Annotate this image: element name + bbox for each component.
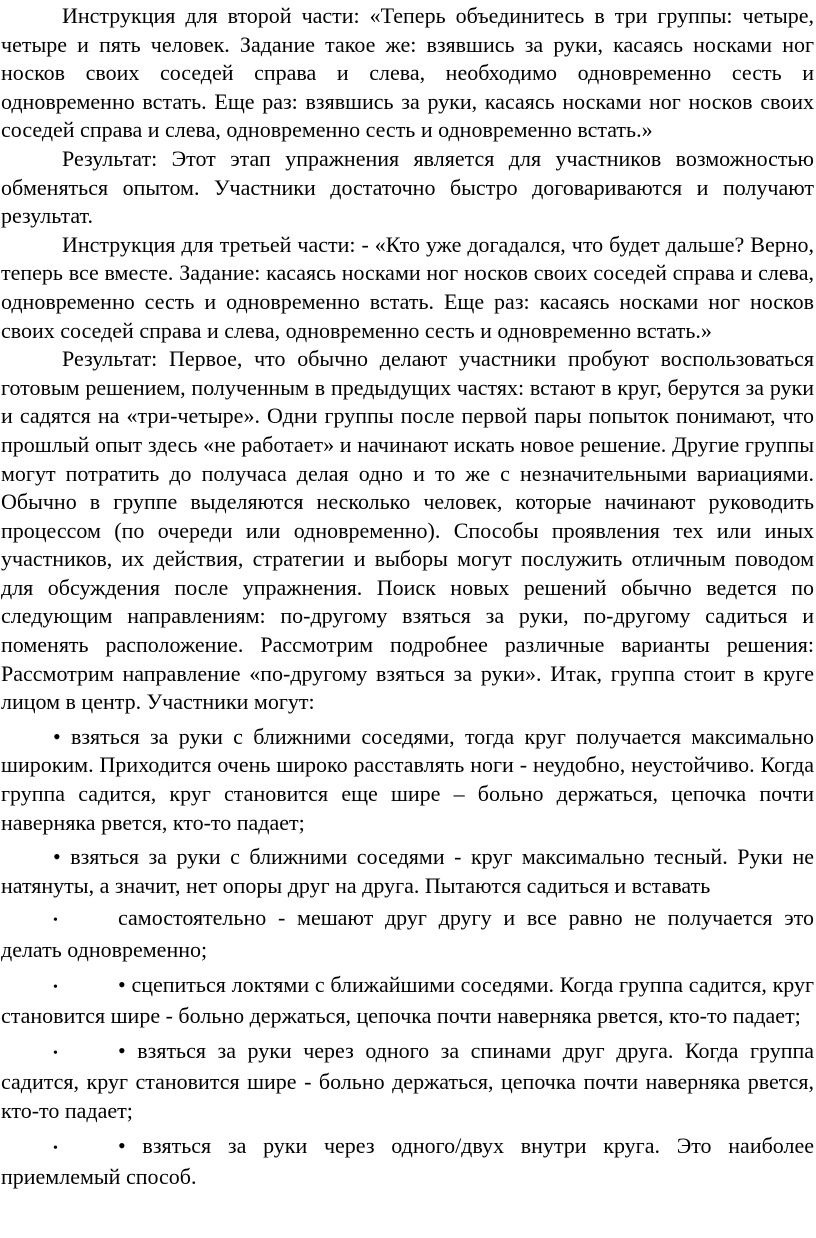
list-item-inside-circle [1,1132,814,1192]
bullet-icon: • [53,1140,58,1156]
bullet-icon: • [53,1045,58,1061]
paragraph-instruction-part-2: Инструкция для второй части: «Теперь объединитесь в три группы: четыре, четыре и пять человек. Задание такое же: взявшись за руки, касаясь носками ног носков своих соседей справа и слева, необходимо одновременно сесть и одновременно встать. Еще раз: взявшись за руки, касаясь носками ног носков своих соседей справа и слева, одновременно сесть и одновременно встать.» [1,3,814,143]
list-item-text: • взяться за руки через одного за спинами друг друга. Когда группа садится, круг становится шире - больно держаться, цепочка почти наверняка рвется, кто-то падает; [1,1037,814,1123]
paragraph-result-part-3: Результат: Первое, что обычно делают участники пробуют воспользоваться готовым решением, полученным в предыдущих частях: встают в круг, берутся за руки и садятся на «три-четыре». Одни группы после первой пары попыток понимают, что прошлый опыт здесь «не работает» и начинают искать новое решение. Другие группы могут потратить до получаса делая одно и то же с незначительными вариациями. Обычно в группе выделяются несколько человек, которые начинают руководить процессом (по очереди или одновременно). Способы проявления тех или иных участников, их действия, стратегии и выборы могут послужить отличным поводом для обсуждения после упражнения. Поиск новых решений обычно ведется по следующим направлениям: по-другому взяться за руки, по-другому садиться и поменять расположение. Рассмотрим подробнее различные варианты решения: Рассмотрим направление «по-другому взяться за руки». Итак, группа стоит в круге лицом в центр. Участники могут: [1,346,814,715]
list-item-near-neighbors-tight [1,843,814,900]
list-item-text: самостоятельно - мешают друг другу и все равно не получается это делать одновременно; [1,905,814,962]
list-item-near-neighbors-wide [1,723,814,837]
list-item-elbows [1,971,814,1031]
paragraph-instruction-part-3: Инструкция для третьей части: - «Кто уже догадался, что будет дальше? Верно, теперь все вместе. Задание: касаясь носками ног носков своих соседей справа и слева, одновременно сесть и одновременно встать. Еще раз: касаясь носками ног носков своих соседей справа и слева, одновременно сесть и одновременно встать.» [1,231,814,343]
bullet-icon: • [53,979,58,995]
list-item-behind-backs [1,1037,814,1126]
bullet-icon: • [53,913,58,929]
list-item-text: • взяться за руки с ближними соседями, тогда круг получается максимально широким. Приходится очень широко расставлять ноги - неудобно, неустойчиво. Когда группа садится, круг становится еще шире – больно держаться, цепочка почти наверняка рвется, кто-то падает; [1,723,814,835]
list-item-text: • сцепиться локтями с ближайшими соседями. Когда группа садится, круг становится шире - больно держаться, цепочка почти наверняка рвется, кто-то падает; [1,971,814,1029]
paragraph-result-part-2: Результат: Этот этап упражнения является для участников возможностью обменяться опытом. Участники достаточно быстро договариваются и получают результат. [1,145,814,229]
list-item-text: • взяться за руки с ближними соседями - круг максимально тесный. Руки не натянуты, а значит, нет опоры друг на друга. Пытаются садиться и вставать [1,844,814,898]
list-item-text: • взяться за руки через одного/двух внутри круга. Это наиболее приемлемый способ. [1,1132,814,1190]
list-item-independently [1,904,814,964]
